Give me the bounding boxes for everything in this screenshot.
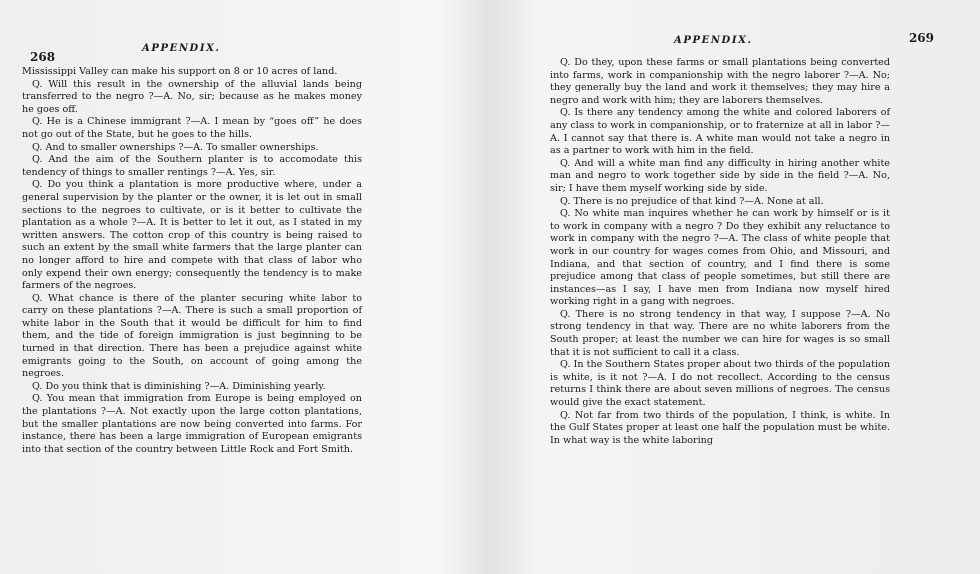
paragraph: Q. And to smaller ownerships ?—A. To smaller ownerships. (32, 141, 319, 153)
paragraph: Q. And the aim of the Southern planter is to accomodate this tendency of things to smaller rentings ?—A. Yes, sir. (22, 154, 362, 178)
paragraph: Q. There is no prejudice of that kind ?—A. None at all. (560, 195, 824, 207)
paragraph: Q. You mean that immigration from Europe is being employed on the plantations ?—A. Not exactly upon the large cotton plantations, but the smaller plantations are now being converted into farms. For instance, there has been a large immigration of European emigrants into that section of the country between Little Rock and Fort Smith. (22, 393, 362, 455)
running-title: APPENDIX. (674, 35, 753, 46)
paragraph: Q. Do you think a plantation is more productive where, under a general supervision by the planter or the owner, it is let out in small sections to the negroes to cultivate, or is it better to cultivate the plantation as a whole ?—A. It is better to let it out, as I stated in my written answers. The cotton crop of this country is being raised to such an extent by the small white farmers that the large planter can no longer afford to hire and compete with that class of labor who only expend their own energy; consequently the tendency is to make farmers of the negroes. (22, 179, 362, 292)
paragraph: Q. Not far from two thirds of the population, I think, is white. In the Gulf States proper at least one half the population must be white. In what way is the white laboring (550, 409, 890, 446)
running-head (22, 0, 362, 64)
paragraph: Q. He is a Chinese immigrant ?—A. I mean by “goes off” he does not go out of the State, but he goes to the hills. (22, 116, 362, 140)
page-body (22, 66, 362, 456)
page-number: 269 (908, 31, 934, 45)
paragraph: Q. No white man inquires whether he can work by himself or is it to work in company with a negro ? Do they exhibit any reluctance to work in company with the negro ?—A. The class of white people that work in our country for wages comes from Ohio, and Missouri, and Indiana, and that section of country, and I find there is some prejudice among that class of people sometimes, but still there are instances—as I say, I have men from Indiana now myself hired working right in a gang with negroes. (550, 208, 890, 308)
paragraph: Q. Do you think that is diminishing ?—A. Diminishing yearly. (32, 380, 326, 392)
page-number: 268 (30, 50, 56, 64)
running-head (548, 0, 934, 46)
page-body (550, 57, 890, 447)
left-page (22, 0, 362, 455)
right-page (548, 0, 934, 446)
paragraph: Q. In the Southern States proper about two thirds of the population is white, is it not ?—A. I do not recollect. According to the census returns I think there are about seven millions of negroes. The census would give the exact statement. (550, 359, 890, 409)
paragraph: Q. There is no strong tendency in that way, I suppose ?—A. No strong tendency in that way. There are no white laborers from the South proper; at least the number we can hire for wages is so small that it is not sufficient to call it a class. (550, 308, 890, 358)
paragraph: Mississippi Valley can make his support on 8 or 10 acres of land. (22, 66, 338, 77)
paragraph: Q. Is there any tendency among the white and colored laborers of any class to work in companionship, or to fraternize at all in labor ?—A. I cannot say that there is. A white man would not take a negro in as a partner to work with him in the field. (550, 107, 890, 157)
paragraph: Q. What chance is there of the planter securing white labor to carry on these plantations ?—A. There is such a small proportion of white labor in the South that it would be difficult for him to find them, and the tide of foreign immigration is just beginning to be turned in that direction. There has been a prejudice against white emigrants going to the South, on account of going among the negroes. (22, 292, 362, 380)
paragraph: Q. And will a white man find any difficulty in hiring another white man and negro to work together side by side in the field ?—A. No, sir; I have them myself working side by side. (550, 157, 890, 194)
paragraph: Q. Do they, upon these farms or small plantations being converted into farms, work in companionship with the negro laborer ?—A. No; they generally buy the land and work it themselves; they may hire a negro and work with him; they are laborers themselves. (550, 57, 890, 106)
running-title: APPENDIX. (142, 43, 221, 54)
paragraph: Q. Will this result in the ownership of the alluvial lands being transferred to the negro ?—A. No, sir; because as he makes money he goes off. (22, 78, 362, 115)
